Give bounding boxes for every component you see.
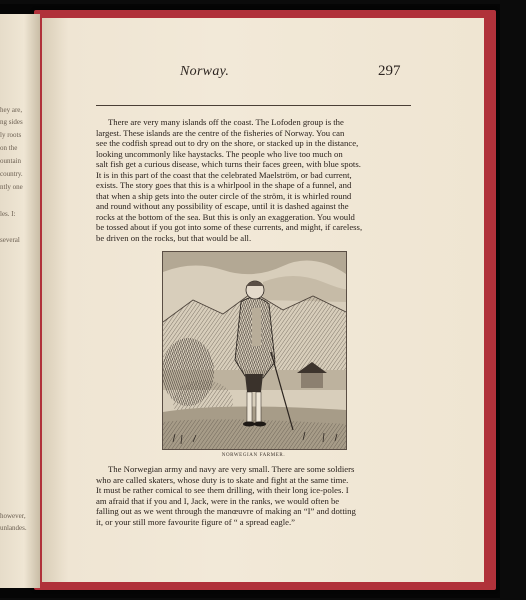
text-line: largest. These islands are the centre of the fisheries of Norway. You can bbox=[96, 127, 345, 138]
text-line: It is in this part of the coast that the celebrated Maelström, or bad current, bbox=[96, 169, 352, 180]
text-line: be tossed about if you got into some of these currents, and might, if careless, bbox=[96, 222, 363, 233]
text-line: exists. The story goes that this is a whirlpool in the shape of a funnel, and bbox=[96, 180, 352, 191]
header-rule bbox=[96, 105, 411, 106]
previous-page-edge bbox=[0, 14, 40, 588]
prev-page-fragment: country. bbox=[0, 170, 23, 178]
prev-page-fragment: several bbox=[0, 236, 20, 244]
prev-page-fragment: hey are, bbox=[0, 106, 23, 114]
text-line: The Norwegian army and navy are very small. There are some soldiers bbox=[108, 464, 355, 474]
paragraph-1 bbox=[96, 117, 411, 244]
text-line: see the codfish spread out to dry on the shore, or stacked up in the distance, bbox=[96, 138, 359, 149]
text-line: looking uncommonly like haystacks. The people who live too much on bbox=[96, 148, 343, 159]
text-line: falling out as we went through the manœuvre of making an “I” and dotting bbox=[96, 506, 356, 517]
prev-page-fragment: ntly one bbox=[0, 183, 23, 191]
text-line: who are called skaters, whose duty is to skate and fight at the same time. bbox=[96, 474, 349, 485]
figure-caption: NORWEGIAN FARMER. bbox=[221, 453, 286, 458]
prev-page-fragment: ng sides bbox=[0, 118, 23, 126]
text-line: salt fish get a curious disease, which turns their faces green, with blue spots. bbox=[96, 159, 361, 170]
page-number: 297 bbox=[378, 63, 401, 79]
text-line: that when a ship gets into the outer circle of the ström, it is whirled round bbox=[96, 190, 352, 201]
running-head: Norway. bbox=[180, 64, 230, 79]
prev-page-fragment: ly roots bbox=[0, 131, 22, 139]
prev-page-fragment: on the bbox=[0, 144, 18, 152]
paragraph-2 bbox=[96, 464, 411, 527]
text-line: be driven on the rocks, but that would be all. bbox=[96, 233, 252, 244]
prev-page-fragment: les. I: bbox=[0, 210, 16, 218]
text-line: It must be rather comical to see them drilling, with their long ice-poles. I bbox=[96, 485, 349, 496]
text-line: it, or your still more favourite figure of “ a spread eagle.” bbox=[96, 516, 296, 527]
norwegian-farmer-engraving-icon bbox=[163, 252, 346, 449]
text-line: am afraid that if you and I, Jack, were in the ranks, we would often be bbox=[96, 495, 340, 506]
norwegian-farmer-illustration bbox=[162, 251, 347, 450]
text-line: There are very many islands off the coast. The Lofoden group is the bbox=[108, 117, 344, 127]
prev-page-fragment: however, bbox=[0, 512, 26, 520]
prev-page-fragment: ountain bbox=[0, 157, 21, 165]
text-line: rocks at the bottom of the sea. But this is only an exaggeration. You would bbox=[96, 211, 355, 222]
text-line: and round without any possibility of escape, until it is dashed against the bbox=[96, 201, 349, 212]
prev-page-fragment: unlandes. bbox=[0, 524, 27, 532]
